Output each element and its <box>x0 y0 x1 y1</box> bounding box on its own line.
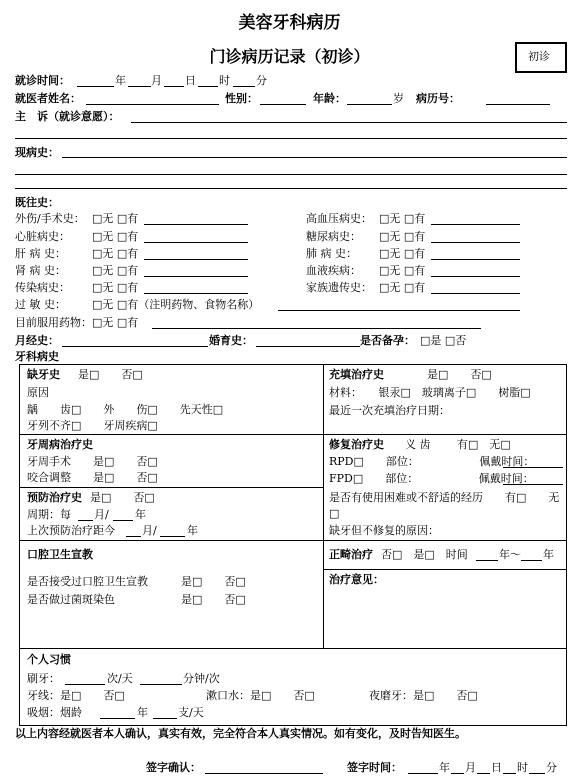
history-left-label: 外伤/手术史： <box>15 212 85 225</box>
age-label: 年龄： <box>313 92 346 105</box>
signature-label: 签字确认： <box>146 761 201 774</box>
history-right-label: 糖尿病史： <box>306 230 361 243</box>
missing-teeth-causes[interactable]: 牙列不齐□ 牙周疾病□ <box>27 419 158 432</box>
history-left-options[interactable]: □无 □有 <box>92 230 139 243</box>
denture-label: 义 齿 <box>405 438 431 451</box>
age-field[interactable] <box>347 104 392 105</box>
table-divider <box>19 487 324 488</box>
history-left-label: 传染病史： <box>15 281 70 294</box>
history-right-label: 高血压病史： <box>306 212 372 225</box>
page-subtitle: 门诊病历记录（初诊） <box>209 47 370 66</box>
history-left-options[interactable]: □无 □有 <box>92 281 139 294</box>
history-left-detail[interactable] <box>144 224 248 225</box>
allergy-options[interactable]: □无 □有（注明药物、食物名称） <box>92 298 260 311</box>
periodontal-history-title: 牙周病治疗史 <box>27 438 93 451</box>
gender-field[interactable] <box>260 104 306 105</box>
signature-month-unit: 月 <box>465 761 476 774</box>
current-medication-field[interactable] <box>152 328 481 329</box>
history-left-label: 肾 病 史： <box>15 264 66 277</box>
history-left-detail[interactable] <box>144 276 248 277</box>
rpd-row[interactable]: RPD□ 部位： 佩戴时间： <box>329 455 535 468</box>
history-left-options[interactable]: □无 □有 <box>92 264 139 277</box>
allergy-detail-field[interactable] <box>278 310 520 311</box>
signature-day-field[interactable] <box>477 773 490 774</box>
table-divider <box>19 434 567 435</box>
history-right-options[interactable]: □无 □有 <box>379 264 426 277</box>
history-right-options[interactable]: □无 □有 <box>379 281 426 294</box>
signature-day-unit: 日 <box>491 761 502 774</box>
marital-history-label: 婚育史： <box>209 334 253 347</box>
preventive-treatment-options[interactable]: 是□ 否□ <box>90 491 155 504</box>
brushing-minutes-unit: 分钟/次 <box>183 672 220 685</box>
history-right-detail[interactable] <box>431 293 520 294</box>
pregnancy-plan-options[interactable]: □是 □否 <box>420 334 467 347</box>
missing-teeth-title: 缺牙史 <box>27 368 60 381</box>
record-number-label: 病历号： <box>416 92 460 105</box>
filling-history-title: 充填治疗史 <box>329 368 384 381</box>
visit-month-field[interactable] <box>128 86 151 87</box>
confirmation-statement: 以上内容经就医者本人确认，真实有效，完全符合本人真实情况。如有变化，及时告知医生。 <box>15 727 466 740</box>
table-divider <box>323 569 567 570</box>
menstrual-history-label: 月经史： <box>15 334 59 347</box>
preventive-cycle-year-unit: 年 <box>135 508 146 521</box>
last-filling-date-label: 最近一次充填治疗日期： <box>329 404 450 417</box>
chief-complaint-label: 主 诉（就诊意愿）： <box>15 110 120 123</box>
table-divider <box>19 540 567 541</box>
signature-minute-unit: 分 <box>546 761 557 774</box>
age-unit: 岁 <box>393 92 404 105</box>
page-title: 美容牙科病历 <box>238 13 341 33</box>
record-number-field[interactable] <box>486 104 550 105</box>
visit-year-field[interactable] <box>77 86 114 87</box>
history-right-label: 肺 病 史： <box>306 247 357 260</box>
usage-discomfort-options[interactable]: 是否有使用困难或不舒适的经历 有□ 无 <box>329 491 560 504</box>
history-right-detail[interactable] <box>431 259 520 260</box>
preventive-cycle-year-field[interactable] <box>113 520 133 521</box>
usage-discomfort-no-checkbox[interactable]: □ <box>329 507 340 520</box>
smoking-per-day-field[interactable] <box>153 718 177 719</box>
missing-teeth-causes[interactable]: 龋 齿□ 外 伤□ 先天性□ <box>27 403 224 416</box>
history-left-options[interactable]: □无 □有 <box>92 212 139 225</box>
history-left-detail[interactable] <box>144 293 248 294</box>
day-unit: 日 <box>185 74 196 87</box>
personal-habits-title: 个人习惯 <box>27 653 71 666</box>
bruxism-options[interactable]: 夜磨牙：是□ 否□ <box>369 689 478 702</box>
oral-hygiene-education-options[interactable]: 是否接受过口腔卫生宣教 是□ 否□ <box>27 575 246 588</box>
signature-hour-field[interactable] <box>503 773 516 774</box>
smoking-years-label: 吸烟：烟龄 <box>27 706 82 719</box>
last-preventive-year-unit: 年 <box>187 524 198 537</box>
year-unit: 年 <box>115 74 126 87</box>
visit-type-badge-label: 初诊 <box>528 50 550 63</box>
denture-options[interactable]: 有□ 无□ <box>457 438 511 451</box>
mouthwash-options[interactable]: 漱口水：是□ 否□ <box>206 689 315 702</box>
signature-minute-field[interactable] <box>529 773 545 774</box>
history-right-detail[interactable] <box>431 242 520 243</box>
chief-complaint-field[interactable] <box>131 122 567 123</box>
present-illness-label: 现病史： <box>15 146 59 159</box>
gender-label: 性别： <box>225 92 258 105</box>
signature-year-field[interactable] <box>408 773 438 774</box>
signature-time-label: 签字时间： <box>347 761 402 774</box>
chief-complaint-line-2[interactable] <box>15 138 567 139</box>
smoking-per-day-unit: 支/天 <box>178 706 204 719</box>
last-preventive-month-unit: 月/ <box>142 524 157 537</box>
past-history-title: 既往史： <box>15 196 59 209</box>
preventive-cycle-month-unit: 月/ <box>94 508 109 521</box>
visit-day-field[interactable] <box>164 86 184 87</box>
history-right-label: 家族遗传史： <box>306 281 372 294</box>
dental-history-title: 牙科病史 <box>15 350 59 363</box>
no-restoration-reason-label: 缺牙但不修复的原因： <box>329 524 439 537</box>
plaque-staining-options[interactable]: 是否做过菌斑染色 是□ 否□ <box>27 593 246 606</box>
current-medication-options[interactable]: 目前服用药物：□无 □有 <box>15 316 139 329</box>
table-divider <box>19 648 567 649</box>
preventive-cycle-label: 周期：每 <box>27 508 71 521</box>
history-right-options[interactable]: □无 □有 <box>379 230 426 243</box>
signature-hour-unit: 时 <box>517 761 528 774</box>
pregnancy-plan-label: 是否备孕： <box>360 334 415 347</box>
history-left-options[interactable]: □无 □有 <box>92 247 139 260</box>
month-unit: 月 <box>151 74 162 87</box>
history-right-options[interactable]: □无 □有 <box>379 212 426 225</box>
smoking-years-unit: 年 <box>137 706 148 719</box>
treatment-opinion-title: 治疗意见： <box>329 573 384 586</box>
signature-year-unit: 年 <box>439 761 450 774</box>
hour-unit: 时 <box>219 74 230 87</box>
table-divider <box>323 364 324 648</box>
smoking-years-field[interactable] <box>100 718 135 719</box>
filling-materials[interactable]: 材料： 银汞□ 玻璃离子□ 树脂□ <box>329 386 531 399</box>
preventive-cycle-month-field[interactable] <box>78 520 93 521</box>
history-left-label: 心脏病史： <box>15 230 70 243</box>
history-left-detail[interactable] <box>144 259 248 260</box>
orthodontic-title: 正畸治疗 <box>329 548 373 561</box>
periodontal-surgery-options[interactable]: 牙周手术 是□ 否□ <box>27 455 158 468</box>
last-preventive-label: 上次预防治疗距今 <box>27 524 115 537</box>
patient-name-field[interactable] <box>86 104 219 105</box>
marital-history-field[interactable] <box>256 346 360 347</box>
history-right-detail[interactable] <box>431 276 520 277</box>
preventive-treatment-title: 预防治疗史 <box>27 491 82 504</box>
history-left-detail[interactable] <box>144 242 248 243</box>
missing-teeth-cause-label: 原因 <box>27 386 49 399</box>
menstrual-history-field[interactable] <box>62 346 208 347</box>
history-right-options[interactable]: □无 □有 <box>379 247 426 260</box>
orthodontic-start-year-unit: 年～ <box>499 548 521 561</box>
oral-hygiene-title: 口腔卫生宣教 <box>27 548 93 561</box>
orthodontic-end-year-field[interactable] <box>521 560 542 561</box>
present-illness-line-2[interactable] <box>15 174 567 175</box>
orthodontic-options[interactable]: 否□ 是□ 时间 <box>381 548 468 561</box>
fpd-wear-time-field[interactable] <box>503 484 563 485</box>
minute-unit: 分 <box>256 74 267 87</box>
visit-hour-field[interactable] <box>198 86 218 87</box>
present-illness-line-3[interactable] <box>15 188 567 189</box>
brushing-minutes-field[interactable] <box>140 684 182 685</box>
orthodontic-start-year-field[interactable] <box>476 560 498 561</box>
fpd-row[interactable]: FPD□ 部位： 佩戴时间： <box>329 472 534 485</box>
filling-history-options[interactable]: 是□ 否□ <box>427 368 492 381</box>
visit-time-label: 就诊时间： <box>15 74 70 87</box>
restoration-history-title: 修复治疗史 <box>329 438 384 451</box>
history-right-detail[interactable] <box>431 224 520 225</box>
history-left-label: 肝 病 史： <box>15 247 66 260</box>
visit-minute-field[interactable] <box>233 86 255 87</box>
floss-options[interactable]: 牙线：是□ 否□ <box>27 689 125 702</box>
last-preventive-month-field[interactable] <box>126 536 141 537</box>
signature-field[interactable] <box>205 773 323 774</box>
missing-teeth-options[interactable]: 是□ 否□ <box>78 368 143 381</box>
brushing-times-unit: 次/天 <box>107 672 133 685</box>
signature-month-field[interactable] <box>451 773 464 774</box>
orthodontic-end-year-unit: 年 <box>543 548 554 561</box>
present-illness-field[interactable] <box>62 157 567 158</box>
history-right-label: 血液疾病： <box>306 264 361 277</box>
rpd-wear-time-field[interactable] <box>503 467 563 468</box>
patient-name-label: 就医者姓名： <box>15 92 81 105</box>
last-preventive-year-field[interactable] <box>160 536 185 537</box>
brushing-times-field[interactable] <box>65 684 105 685</box>
brushing-label: 刷牙： <box>27 672 60 685</box>
allergy-label: 过 敏 史： <box>15 298 66 311</box>
occlusal-adjustment-options[interactable]: 咬合调整 是□ 否□ <box>27 471 158 484</box>
